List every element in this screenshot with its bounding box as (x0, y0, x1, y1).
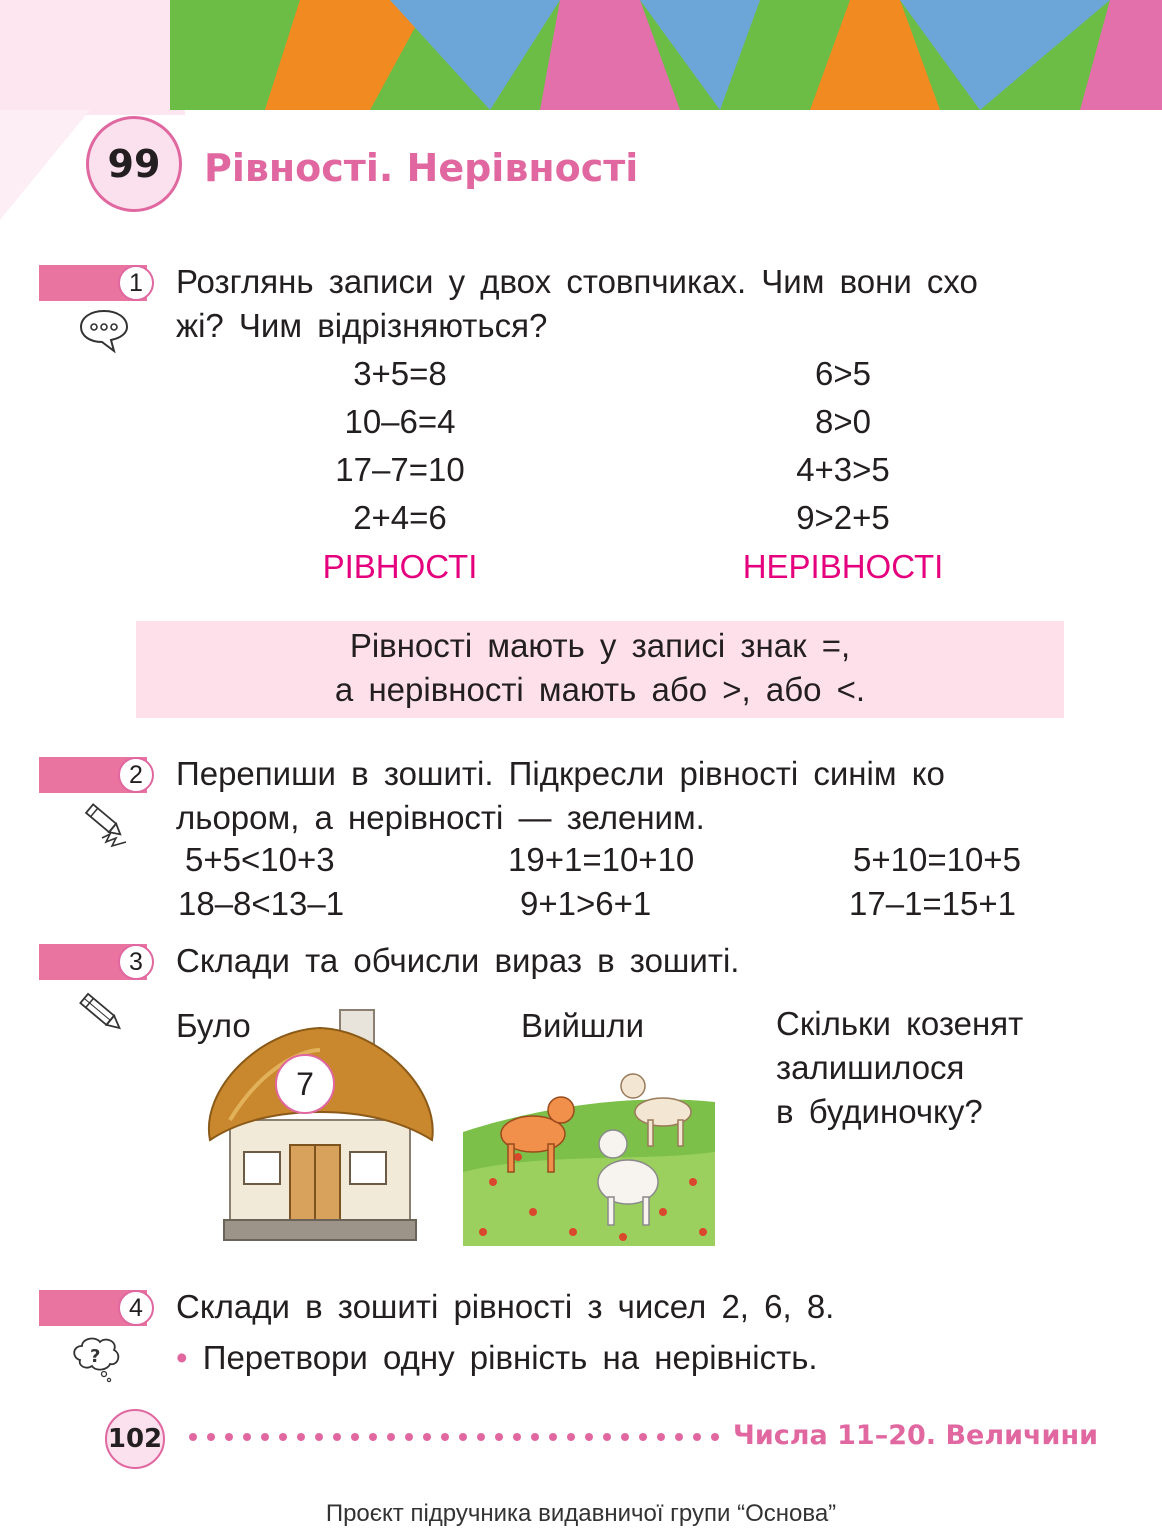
pencil-squiggle-icon (80, 800, 132, 852)
publisher-credit: Проєкт підручника видавничої групи “Основа” (325, 1500, 837, 1527)
pencil-icon (76, 990, 132, 1042)
task-2-text-line-2: льором, а нерівності — зеленим. (176, 799, 705, 836)
rule-line-2: а нерівності мають або >, або <. (334, 671, 866, 708)
goats-illustration (463, 1062, 715, 1246)
page-number: 102 (105, 1409, 165, 1469)
task-2-expression: 17–1=15+1 (849, 885, 1017, 922)
was-label: Було (176, 1007, 251, 1044)
task-4-bullet-item (176, 1336, 818, 1380)
equality-row: 17–7=10 (335, 451, 465, 488)
inequality-row: 9>2+5 (796, 499, 890, 536)
question-line-1: Скільки козенят (776, 1005, 1024, 1042)
task-2-expression: 18–8<13–1 (178, 885, 345, 922)
task-2-expression: 9+1>6+1 (520, 885, 652, 922)
question-line-2: залишилося (776, 1049, 965, 1086)
footer-section-title: Числа 11–20. Величини (733, 1420, 1099, 1451)
task-2-expression: 5+5<10+3 (185, 841, 335, 878)
svg-text:?: ? (90, 1346, 101, 1367)
question-line-3: в будиночку? (776, 1093, 983, 1130)
bullet-dot: • (176, 1339, 188, 1376)
equalities-label: РІВНОСТІ (322, 548, 478, 585)
inequality-row: 4+3>5 (796, 451, 890, 488)
rule-box (136, 621, 1064, 718)
header-banner (0, 0, 1162, 115)
task-4-number: 4 (118, 1290, 154, 1326)
rule-line-1: Рівності мають у записі знак =, (349, 627, 851, 664)
inequalities-label: НЕРІВНОСТІ (742, 548, 944, 585)
equality-row: 10–6=4 (344, 403, 456, 440)
speech-bubble-icon (78, 307, 130, 355)
equality-row: 2+4=6 (353, 499, 447, 536)
was-count-badge: 7 (275, 1054, 335, 1114)
task-4-bullet-text: Перетвори одну рівність на нерівність. (202, 1339, 818, 1376)
task-3-text: Склади та обчисли вираз в зошиті. (176, 942, 740, 979)
task-1-text-line-1: Розглянь записи у двох стовпчиках. Чим вони схо (176, 263, 978, 300)
left-label: Вийшли (521, 1007, 645, 1044)
task-2-text-line-1: Перепиши в зошиті. Підкресли рівності синім ко (176, 755, 945, 792)
thought-question-icon (70, 1334, 122, 1384)
task-3-number: 3 (118, 944, 154, 980)
lesson-number: 99 (86, 116, 182, 212)
task-2-expression: 5+10=10+5 (853, 841, 1021, 878)
task-1-number: 1 (118, 265, 154, 301)
inequality-row: 6>5 (815, 355, 871, 392)
footer-dotted-line (188, 1430, 728, 1444)
lesson-title: Рівності. Нерівності (204, 146, 639, 190)
house-illustration (200, 1000, 440, 1250)
equality-row: 3+5=8 (353, 355, 447, 392)
task-2-expression: 19+1=10+10 (508, 841, 695, 878)
inequality-row: 8>0 (815, 403, 871, 440)
task-2-number: 2 (118, 757, 154, 793)
task-4-text: Склади в зошиті рівності з чисел 2, 6, 8. (176, 1288, 835, 1325)
task-1-text-line-2: жі? Чим відрізняються? (176, 307, 548, 344)
